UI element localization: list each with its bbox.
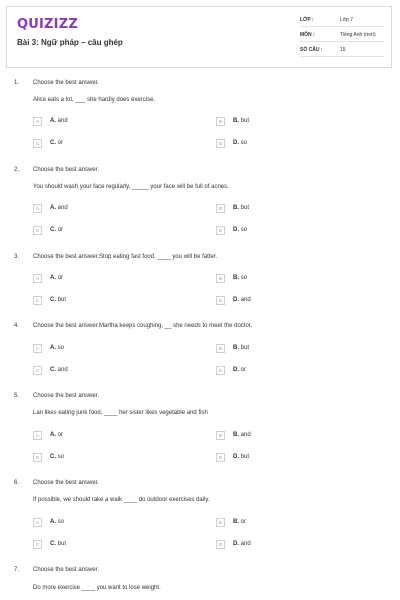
- question-instruction: Choose the best answer.: [33, 80, 100, 86]
- worksheet-title: Bài 3: Ngữ pháp – câu ghép: [17, 38, 123, 47]
- question-number: 7.: [14, 567, 20, 573]
- quizizz-logo: QUIZIZZ: [17, 17, 78, 32]
- meta-key: SỐ CÂU :: [300, 47, 323, 53]
- question-instruction: Choose the best answer.: [33, 167, 100, 173]
- option-label: A. and: [50, 118, 68, 124]
- option-label: C. but: [50, 541, 67, 547]
- meta-value: Lớp 7: [340, 17, 354, 23]
- question-instruction: Choose the best answer.: [33, 567, 100, 573]
- option-label: A. or: [50, 275, 64, 281]
- option-box: A: [33, 117, 42, 126]
- question-number: 4.: [14, 323, 20, 329]
- option-label: D. and: [233, 297, 251, 303]
- question-text: Lan likes eating junk food, ____ her sister likes vegetable and fish: [33, 410, 208, 416]
- meta-value: 15: [340, 47, 346, 53]
- option-box: B: [216, 344, 225, 353]
- question-number: 6.: [14, 480, 20, 486]
- question-number: 2.: [14, 167, 20, 173]
- question-text: If possible, we should take a walk ____ do outdoor exercises daily.: [33, 497, 210, 503]
- question-text: Choose the best answer.Stop eating fast food, ____ you will be fatter.: [33, 254, 218, 260]
- option-label: B. and: [233, 432, 251, 438]
- question-text: Do more exercise ____ you want to lose weight.: [33, 585, 161, 591]
- option-box: C: [33, 296, 42, 305]
- option-label: D. so: [233, 227, 248, 233]
- option-box: D: [216, 366, 225, 375]
- worksheet-header: [6, 6, 392, 68]
- option-box: C: [33, 366, 42, 375]
- question-number: 3.: [14, 254, 20, 260]
- option-box: D: [216, 453, 225, 462]
- question-number: 1.: [14, 80, 20, 86]
- question-number: 5.: [14, 393, 20, 399]
- option-label: D. but: [233, 454, 250, 460]
- meta-key: LỚP :: [300, 17, 314, 23]
- option-box: B: [216, 518, 225, 527]
- option-label: B. but: [233, 205, 250, 211]
- option-label: B. but: [233, 345, 250, 351]
- option-label: B. or: [233, 519, 247, 525]
- option-label: C. but: [50, 297, 67, 303]
- meta-key: MÔN :: [300, 32, 315, 38]
- option-label: A. and: [50, 205, 68, 211]
- option-box: A: [33, 431, 42, 440]
- option-box: C: [33, 540, 42, 549]
- option-label: D. and: [233, 541, 251, 547]
- option-label: A. so: [50, 345, 65, 351]
- option-label: A. or: [50, 432, 64, 438]
- meta-divider: [300, 56, 384, 57]
- option-label: C. or: [50, 140, 64, 146]
- meta-divider: [300, 41, 384, 42]
- question-instruction: Choose the best answer.: [33, 393, 100, 399]
- option-box: A: [33, 204, 42, 213]
- option-box: B: [216, 431, 225, 440]
- meta-divider: [300, 26, 384, 27]
- option-box: C: [33, 139, 42, 148]
- option-box: C: [33, 226, 42, 235]
- option-box: D: [216, 226, 225, 235]
- option-label: B. but: [233, 118, 250, 124]
- option-label: C. and: [50, 367, 68, 373]
- option-box: D: [216, 296, 225, 305]
- option-box: B: [216, 204, 225, 213]
- option-box: A: [33, 344, 42, 353]
- option-box: D: [216, 540, 225, 549]
- option-label: A. so: [50, 519, 65, 525]
- option-label: D. or: [233, 367, 247, 373]
- option-label: C. so: [50, 454, 65, 460]
- option-label: D. so: [233, 140, 248, 146]
- option-box: B: [216, 117, 225, 126]
- question-text: Choose the best answer.Martha keeps coughing, __ she needs to meet the doctor.: [33, 323, 253, 329]
- question-text: You should wash your face regularly, _____ your face will be full of acnes.: [33, 184, 229, 190]
- option-label: B. so: [233, 275, 248, 281]
- meta-value: Tiếng Anh (mới): [340, 32, 376, 38]
- option-box: D: [216, 139, 225, 148]
- option-label: C. or: [50, 227, 64, 233]
- question-instruction: Choose the best answer.: [33, 480, 100, 486]
- option-box: A: [33, 518, 42, 527]
- option-box: B: [216, 274, 225, 283]
- option-box: C: [33, 453, 42, 462]
- question-text: Alice eats a lot, ___ she hardly does exercise.: [33, 97, 156, 103]
- option-box: A: [33, 274, 42, 283]
